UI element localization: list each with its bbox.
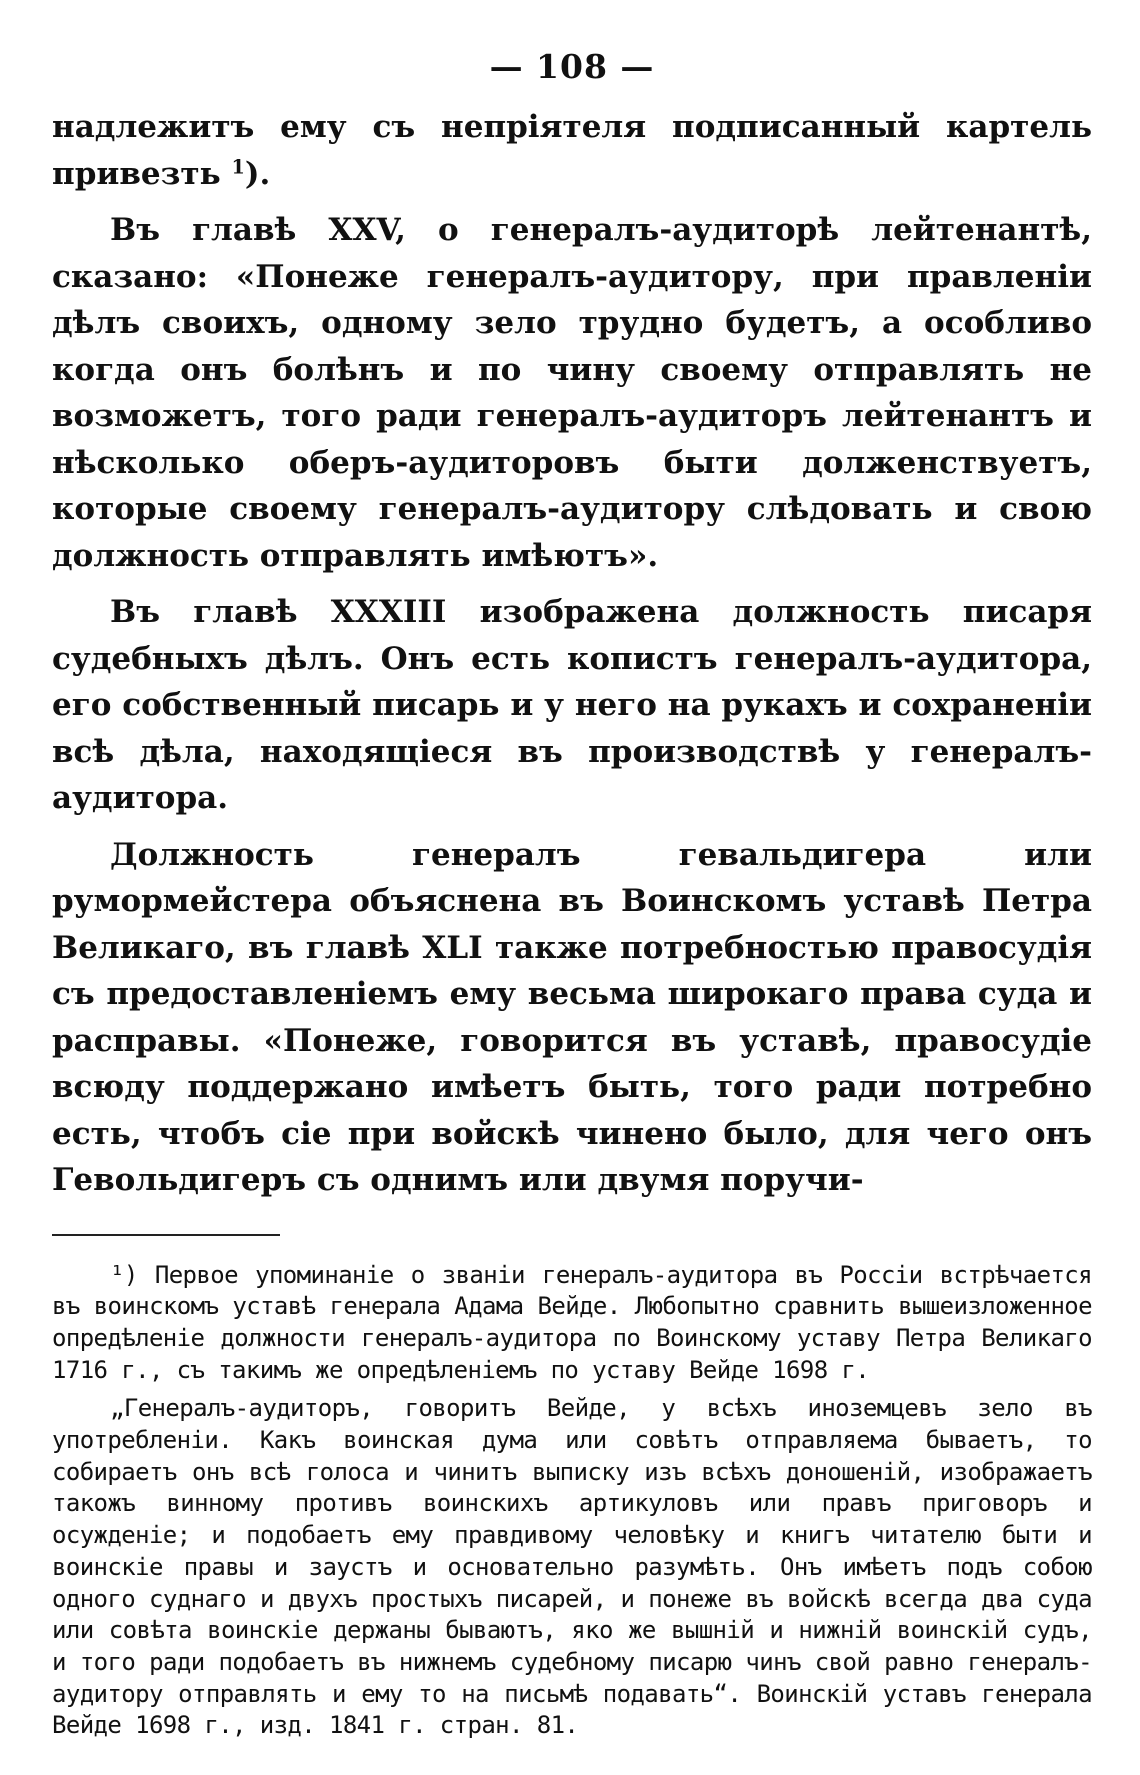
footnote-reference: 1 [231,154,245,178]
footnotes [52,1260,1092,1743]
paragraph-1-tail: ). [244,155,271,192]
footnote-divider [52,1234,280,1236]
paragraph-4: Должность генералъ гевальдигера или румормейстера объяснена въ Воинскомъ уставѣ Петра Великаго, въ главѣ XLI также потребностью правосудія съ предоставленіемъ ему весьма широкаго права суда и расправы. «Понеже, говорится въ уставѣ, правосудіе всюду поддержано имѣетъ быть, того ради потребно есть, чтобъ сіе при войскѣ чинено было, для чего онъ Гевольдигеръ съ однимъ или двумя поручи- [52,836,1092,1198]
page-number: — 108 — [489,47,655,86]
footnote-1 [52,1260,1092,1387]
paragraph-1-text: надлежитъ ему съ непріятеля подписанный картель привезть [52,109,1092,192]
footnote-1-marker: ¹) [110,1260,138,1289]
footnote-2: „Генералъ-аудиторъ, говоритъ Вейде, у всѣхъ иноземцевъ зело въ употребленіи. Какъ воинская дума или совѣтъ отправляема бываетъ, то собираетъ онъ всѣ голоса и чинитъ выписку изъ всѣхъ доношеній, изображаетъ такожъ винному противъ воинскихъ артикуловъ или правъ приговоръ и осужденіе; и подобаетъ ему правдивому человѣку и книгъ читателю быти и воинскіе правы и заустъ и основательно разумѣть. Онъ имѣетъ подъ собою одного суднаго и двухъ простыхъ писарей, и понеже въ войскѣ всегда два суда или совѣта воинскіе держаны бываютъ, яко же вышній и нижній воинскій судъ, и того ради подобаетъ въ нижнемъ судебному писарю чинъ свой равно генералъ-аудитору отправлять и ему то на письмѣ подавать“. Воинскій уставъ генерала Вейде 1698 г., изд. 1841 г. стран. 81. [52,1394,1092,1740]
footnote-1-text: Первое упоминаніе о званіи генералъ-аудитора въ Россіи встрѣчается въ воинскомъ уставѣ генерала Адама Вейде. Любопытно сравнить вышеизложенное опредѣленіе должности генералъ-аудитора по Воинскому уставу Петра Великаго 1716 г., съ такимъ же опредѣленіемъ по уставу Вейде 1698 г. [52,1260,1092,1384]
book-page [52,40,1092,1742]
paragraph-2: Въ главѣ XXV, о генералъ-аудиторѣ лейтенантѣ, сказано: «Понеже генералъ-аудитору, при правленіи дѣлъ своихъ, одному зело трудно будетъ, а особливо когда онъ болѣнъ и по чину своему отправлять не возможетъ, того ради генералъ-аудиторъ лейтенантъ и нѣсколько оберъ-аудиторовъ быти долженствуетъ, которые своему генералъ-аудитору слѣдовать и свою должность отправлять имѣютъ». [52,212,1092,574]
main-text [52,104,1092,1204]
paragraph-1 [52,104,1092,197]
paragraph-3: Въ главѣ XXXIII изображена должность писаря судебныхъ дѣлъ. Онъ есть копистъ генералъ-аудитора, его собственный писарь и у него на рукахъ и сохраненіи всѣ дѣла, находящіеся въ производствѣ у генералъ-аудитора. [52,594,1092,816]
